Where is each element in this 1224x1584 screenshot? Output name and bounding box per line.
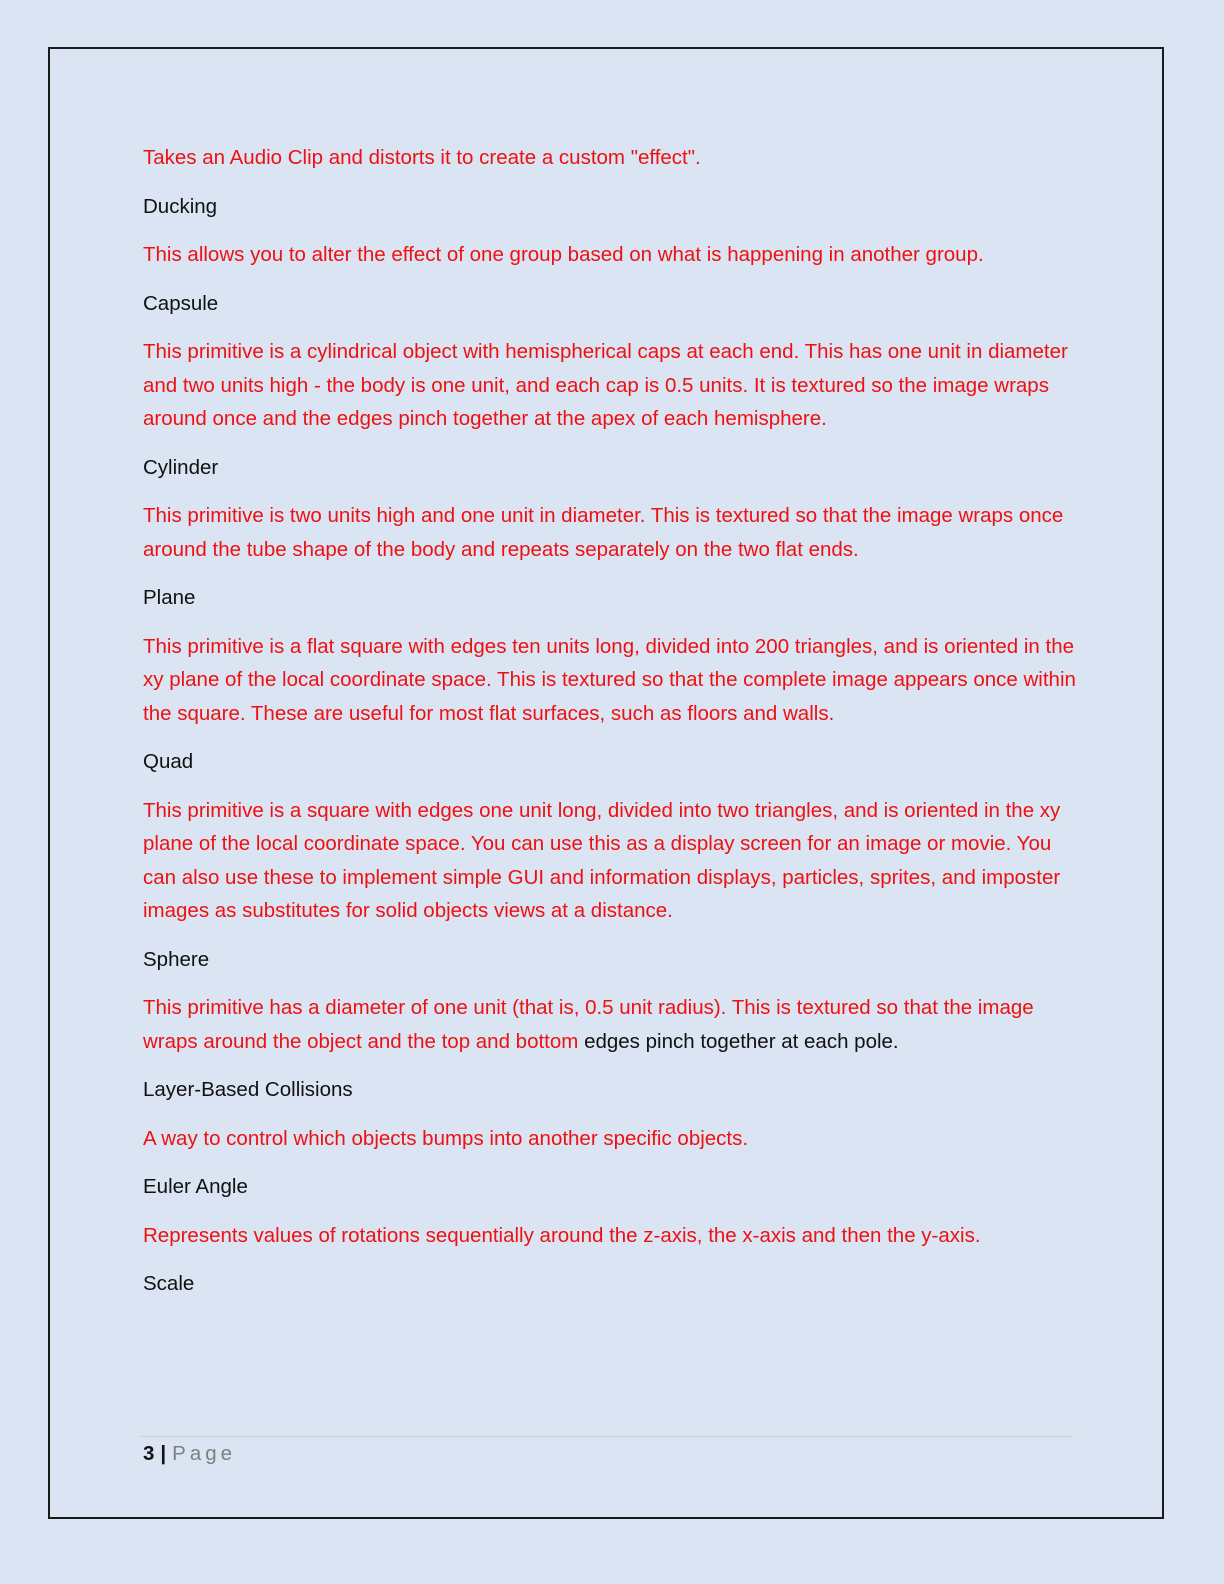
definition-red-part: This primitive has a diameter of one unit (that is, 0.5 unit radius). This is textured so that the image wraps around the object and the top and bottom: [143, 996, 1034, 1053]
term-heading: Ducking: [143, 194, 218, 218]
page-footer: [143, 1440, 236, 1468]
definition-text: Takes an Audio Clip and distorts it to create a custom "effect".: [143, 146, 701, 169]
term-heading: Euler Angle: [143, 1175, 248, 1198]
term-heading: Quad: [143, 750, 194, 773]
definition-text-mixed: [143, 991, 1078, 1058]
definition-black-part: edges pinch together at each pole.: [584, 1029, 899, 1053]
footer-separator: |: [160, 1442, 167, 1465]
page-number: 3: [143, 1442, 155, 1465]
term-heading: Scale: [143, 1272, 195, 1295]
term-heading: Cylinder: [143, 455, 219, 479]
definition-text: A way to control which objects bumps into another specific objects.: [143, 1126, 749, 1150]
definition-text: This primitive is a cylindrical object with hemispherical caps at each end. This has one unit in diameter and two units high - the body is one unit, and each cap is 0.5 units. It is textured so the image wraps around once and the edges pinch together at the apex of each hemisphere.: [143, 340, 1068, 430]
definition-text: This primitive is a square with edges one unit long, divided into two triangles, and is oriented in the xy plane of the local coordinate space. You can use this as a display screen for an image or movie. You can also use these to implement simple GUI and information displays, particles, sprites, and imposter images as substitutes for solid objects views at a distance.: [143, 798, 1061, 922]
term-heading: Plane: [143, 586, 196, 609]
term-heading: Layer-Based Collisions: [143, 1078, 353, 1101]
definition-text: Represents values of rotations sequentially around the z-axis, the x-axis and then the y-axis.: [143, 1223, 981, 1247]
term-heading: Capsule: [143, 291, 219, 315]
definition-text: This primitive is two units high and one unit in diameter. This is textured so that the image wraps once around the tube shape of the body and repeats separately on the two flat ends.: [143, 504, 1064, 561]
footer-divider: [141, 1436, 1073, 1437]
document-body: [143, 141, 1078, 1316]
definition-text: This allows you to alter the effect of one group based on what is happening in another group.: [143, 243, 984, 266]
term-heading: Sphere: [143, 947, 210, 971]
definition-text: This primitive is a flat square with edges ten units long, divided into 200 triangles, and is oriented in the xy plane of the local coordinate space. This is textured so that the complete image appears once within the square. These are useful for most flat surfaces, such as floors and walls.: [143, 634, 1076, 725]
page-label: Page: [172, 1442, 237, 1465]
